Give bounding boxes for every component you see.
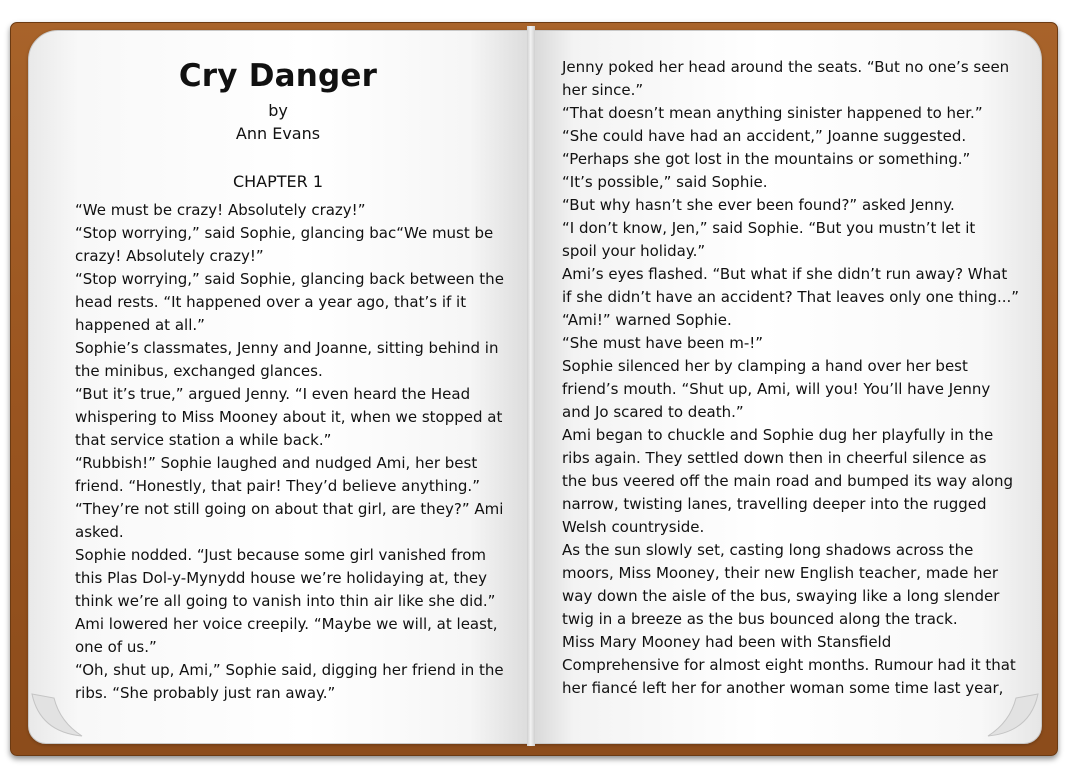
- right-page-text-line: and Jo scared to death.”: [562, 403, 744, 421]
- right-page-text-line: “It’s possible,” said Sophie.: [562, 173, 768, 191]
- left-page-text-line: “Stop worrying,” said Sophie, glancing bac“We must be: [75, 224, 494, 242]
- left-page-text-line: head rests. “It happened over a year ago, that’s if it: [75, 293, 467, 311]
- left-page-text-line: the minibus, exchanged glances.: [75, 362, 323, 380]
- book-spine: [527, 26, 535, 746]
- right-page-text-line: Ami’s eyes flashed. “But what if she didn’t run away? What: [562, 265, 1008, 283]
- left-page-text-line: friend. “Honestly, that pair! They’d believe anything.”: [75, 477, 480, 495]
- right-page-text-line: Welsh countryside.: [562, 518, 705, 536]
- right-page-text-line: “She must have been m-!”: [562, 334, 764, 352]
- right-page-text-line: Ami began to chuckle and Sophie dug her playfully in the: [562, 426, 994, 444]
- left-page-text-line: “Oh, shut up, Ami,” Sophie said, digging her friend in the: [75, 661, 504, 679]
- left-page-text-line: ribs. “She probably just ran away.”: [75, 684, 336, 702]
- right-page-text-line: friend’s mouth. “Shut up, Ami, will you! You’ll have Jenny: [562, 380, 991, 398]
- right-page-text-line: “Perhaps she got lost in the mountains or something.”: [562, 150, 971, 168]
- right-page-text-line: narrow, twisting lanes, travelling deeper into the rugged: [562, 495, 987, 513]
- left-page-text-line: this Plas Dol-y-Mynydd house we’re holidaying at, they: [75, 569, 487, 587]
- right-page-text-line: ribs again. They settled down then in cheerful silence as: [562, 449, 987, 467]
- right-page-text-line: As the sun slowly set, casting long shadows across the: [562, 541, 974, 559]
- right-page-text-line: her since.”: [562, 81, 644, 99]
- left-page-text-line: Sophie’s classmates, Jenny and Joanne, sitting behind in: [75, 339, 499, 357]
- author-name: Ann Evans: [235, 124, 321, 143]
- right-page-text-line: Sophie silenced her by clamping a hand over her best: [562, 357, 968, 375]
- byline: by: [268, 101, 288, 120]
- left-page-text-line: “But it’s true,” argued Jenny. “I even heard the Head: [75, 385, 471, 403]
- right-page-text-line: “She could have had an accident,” Joanne suggested.: [562, 127, 967, 145]
- right-page-text-line: twig in a breeze as the bus bounced along the track.: [562, 610, 958, 628]
- left-page-text-line: “They’re not still going on about that girl, are they?” Ami: [75, 500, 504, 518]
- left-page-text-line: “Stop worrying,” said Sophie, glancing back between the: [75, 270, 504, 288]
- right-page-text-line: way down the aisle of the bus, swaying like a long slender: [562, 587, 1000, 605]
- left-page-text-line: Sophie nodded. “Just because some girl vanished from: [75, 546, 486, 564]
- right-page-text-line: moors, Miss Mooney, their new English teacher, made her: [562, 564, 999, 582]
- right-page-text-line: Jenny poked her head around the seats. “But no one’s seen: [562, 58, 1010, 76]
- left-page-text: [75, 199, 504, 705]
- left-page-text-line: asked.: [75, 523, 124, 541]
- right-page-text-line: Comprehensive for almost eight months. Rumour had it that: [562, 656, 1016, 674]
- book-title: Cry Danger: [178, 58, 378, 94]
- right-page-text-line: “I don’t know, Jen,” said Sophie. “But you mustn’t let it: [562, 219, 976, 237]
- right-page-text-line: the bus veered off the main road and bumped its way along: [562, 472, 1014, 490]
- left-page-text-line: whispering to Miss Mooney about it, when we stopped at: [75, 408, 503, 426]
- right-page-text-line: spoil your holiday.”: [562, 242, 706, 260]
- right-page-text: [562, 56, 1019, 700]
- left-page-text-line: crazy! Absolutely crazy!”: [75, 247, 264, 265]
- left-page-text-line: think we’re all going to vanish into thin air like she did.”: [75, 592, 496, 610]
- left-page-text-line: “Rubbish!” Sophie laughed and nudged Ami, her best: [75, 454, 478, 472]
- left-page-text-line: that service station a while back.”: [75, 431, 332, 449]
- right-page-text-line: her fiancé left her for another woman some time last year,: [562, 679, 1004, 697]
- right-page-text-line: if she didn’t have an accident? That leaves only one thing...”: [562, 288, 1020, 306]
- right-page-text-line: “But why hasn’t she ever been found?” asked Jenny.: [562, 196, 955, 214]
- left-page-text-line: happened at all.”: [75, 316, 205, 334]
- chapter-heading: CHAPTER 1: [232, 172, 324, 191]
- right-page-text-line: “That doesn’t mean anything sinister happened to her.”: [562, 104, 983, 122]
- left-page-text-line: Ami lowered her voice creepily. “Maybe we will, at least,: [75, 615, 498, 633]
- left-page-text-line: “We must be crazy! Absolutely crazy!”: [75, 201, 366, 219]
- right-page-text-line: “Ami!” warned Sophie.: [562, 311, 732, 329]
- left-page-text-line: one of us.”: [75, 638, 157, 656]
- right-page-text-line: Miss Mary Mooney had been with Stansfield: [562, 633, 892, 651]
